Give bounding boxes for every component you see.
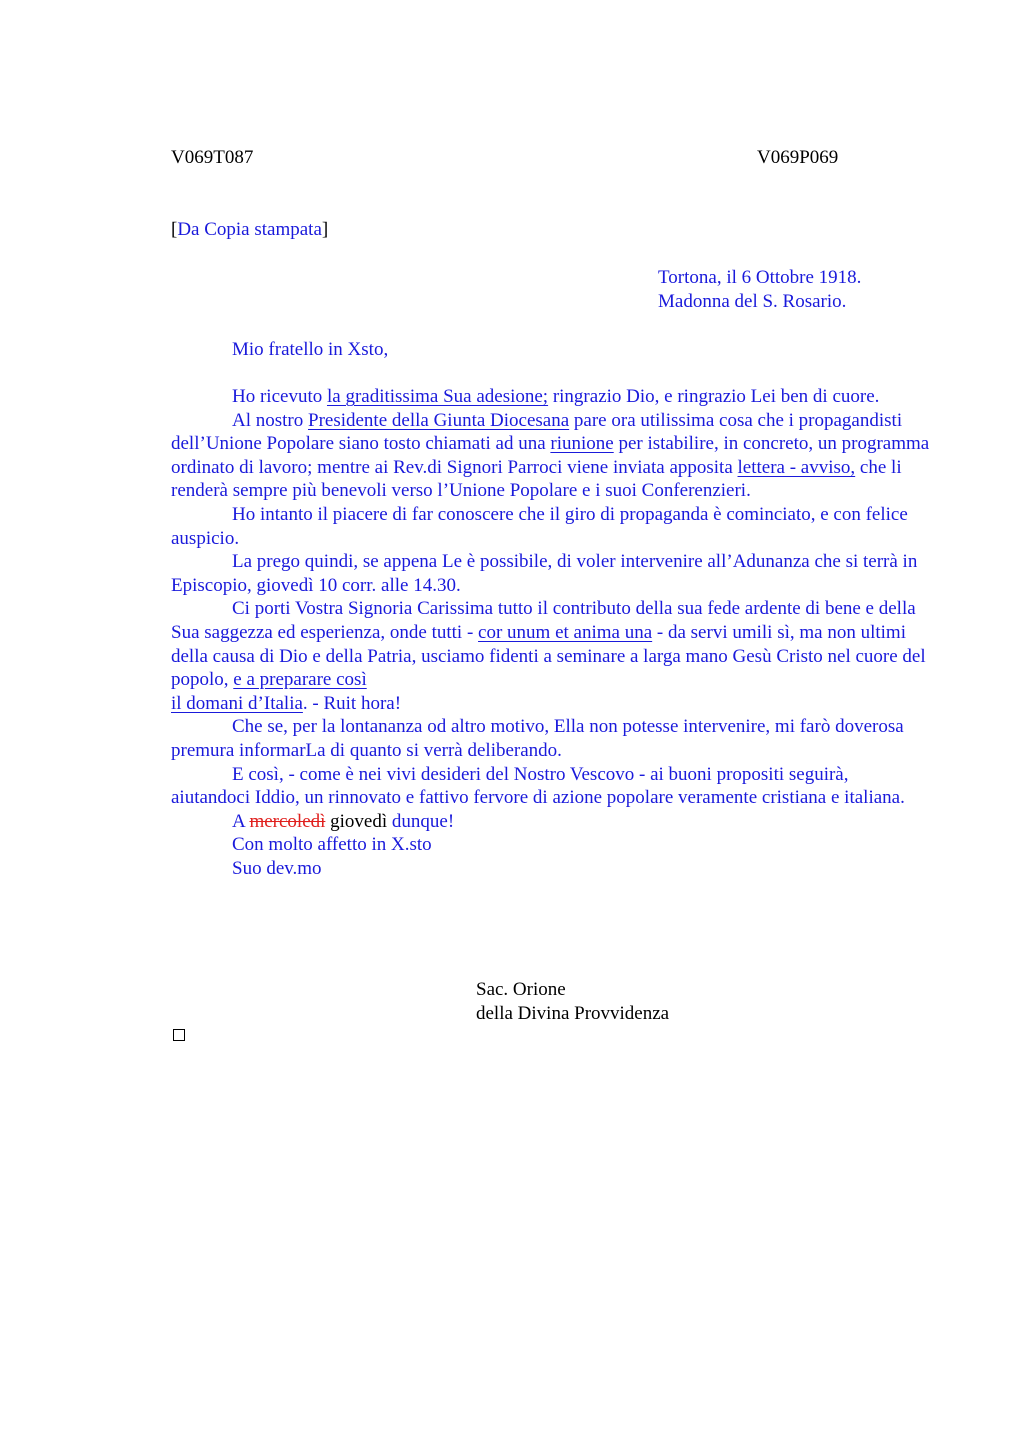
source-note [171,218,328,242]
struck-word: mercoledì [249,810,326,832]
paragraph-5-text-b: - da servi umili sì, ma non ultimi della causa di Dio e della Patria, usciamo fidenti a seminare a larga mano Gesù Cristo nel cuore del popolo, [171,621,926,691]
paragraph-2-underlined-3: lettera - avviso, [737,456,856,478]
closing-line-1 [171,810,931,834]
signature-name: Sac. Orione [476,979,566,1000]
dateline-feast: Madonna del S. Rosario. [658,291,847,312]
paragraph-4: La prego quindi, se appena Le è possibile, di voler intervenire all’Adunanza che si terrà in Episcopio, giovedì 10 corr. alle 14.30. [171,551,918,596]
closing-line-1-text-a: A [232,810,250,832]
inserted-word: giovedì [325,810,388,832]
document-code-left: V069T087 [171,147,254,168]
paragraph-2-text-a: Al nostro [232,409,308,431]
paragraph-3: Ho intanto il piacere di far conoscere che il giro di propaganda è cominciato, e con felice auspicio. [171,503,908,549]
paragraph-5-underlined-2: e a preparare così [233,669,367,691]
paragraph-5-text-a: Ci porti Vostra Signoria Carissima tutto il contributo della sua fede ardente di bene e della Sua saggezza ed esperienza, onde tutti - [171,598,916,643]
source-close-bracket: ] [321,219,329,240]
paragraph-2-text-c: per istabilire, in concreto, un programma ordinato di lavoro; mentre ai Rev.di Signori Parroci viene inviata apposita [171,433,930,478]
paragraph-1 [171,385,931,409]
paragraph-2-text-d: che li renderà sempre più benevoli verso l’Unione Popolare e i suoi Conferenzieri. [171,456,902,502]
paragraph-5-text-c: . - Ruit hora! [302,692,402,714]
end-of-document-box [173,1029,185,1041]
closing-line-2: Con molto affetto in X.sto [232,834,432,856]
signature-title: della Divina Provvidenza [476,1003,670,1024]
paragraph-7: E così, - come è nei vivi desideri del Nostro Vescovo - ai buoni propositi seguirà, aiutandoci Iddio, un rinnovato e fattivo fervore di azione popolare veramente cristiana e italiana. [171,763,905,809]
source-open-bracket: [ [171,219,178,240]
closing-line-3: Suo dev.mo [232,857,322,879]
paragraph-1-underlined: la graditissima Sua adesione; [326,386,549,407]
paragraph-1-text-a: Ho ricevuto [232,386,327,407]
closing-line-1-text-b: dunque! [387,810,455,832]
source-text: Da Copia stampata [177,219,322,240]
paragraph-2-underlined-1: Presidente della Giunta Diocesana [308,409,570,431]
salutation: Mio fratello in Xsto, [232,339,389,360]
paragraph-1-text-b: ringrazio Dio, e ringrazio Lei ben di cuore. [548,386,880,407]
paragraph-5-underlined-3: il domani d’Italia [171,692,303,714]
document-code-right: V069P069 [757,147,839,168]
paragraph-6: Che se, per la lontananza od altro motivo, Ella non potesse intervenire, mi farò doverosa premura informarLa di quanto si verrà deliberando. [171,716,904,761]
paragraph-2-text-b: pare ora utilissima cosa che i propagandisti dell’Unione Popolare siano tosto chiamati ad una [171,409,903,455]
paragraph-5-underlined-1: cor unum et anima una [478,621,653,643]
letter-body [171,385,931,880]
paragraph-2 [171,409,931,503]
paragraph-5 [171,597,931,715]
dateline-place-date: Tortona, il 6 Ottobre 1918. [658,267,862,288]
paragraph-2-underlined-2: riunione [550,433,614,455]
